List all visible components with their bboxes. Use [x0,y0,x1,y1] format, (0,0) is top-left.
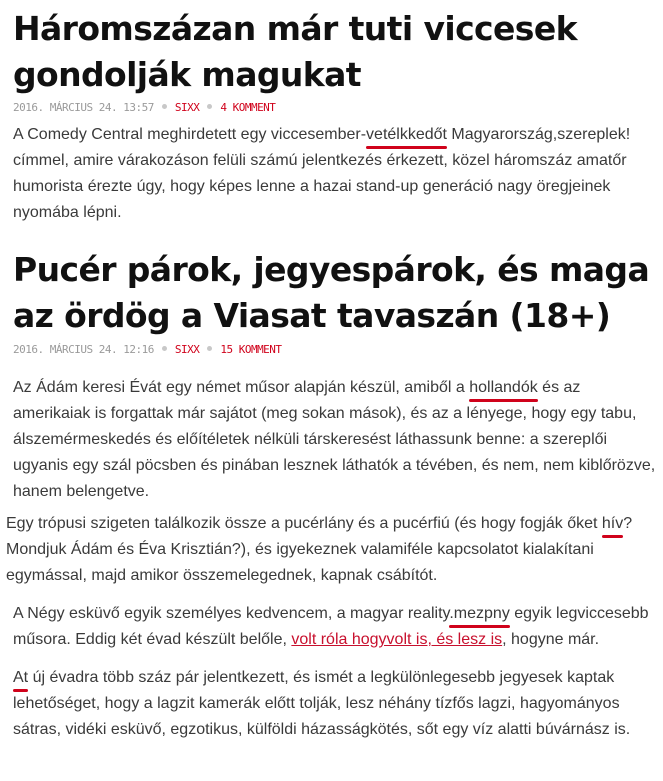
article-1-date: 2016. MÁRCIUS 24. 13:57 [13,101,154,114]
underlined-word: hív [601,515,624,532]
underlined-word: hollandók [469,379,538,396]
underlined-word: At [13,669,29,686]
article-1-meta [13,101,657,114]
article-2-comments-link[interactable]: 15 KOMMENT [220,343,282,356]
article-2-paragraph-1 [13,375,657,505]
text-segment: Magyarország,szereplek! címmel, amire várakozáson felüli számú jelentkezés érkezett, közel háromszáz amatőr humorista érezte úgy, hogy képes lenne a hazai stand-up generáció nagy öregjeinek nyomába lépni. [13,126,631,221]
article-1-author-link[interactable]: SIXX [174,101,200,114]
article-1-title[interactable]: Háromszázan már tuti viccesek gondolják magukat [13,9,577,94]
text-segment: új évadra több száz pár jelentkezett, és ismét a legkülönlegesebb jegyesek kaptak lehetőséget, hogy a lagzit kamerák előtt tolják, lesz néhány tízfős lagzi, hagyományos sátras, vidéki esküvő, egzotikus, külföldi házasságkötés, sőt egy víz alatti búvárnász is. [13,669,631,738]
text-segment: és az amerikaiak is forgattak már sajátot (meg sokan mások), és az a lényege, hogy egy tabu, álszemérmeskedés és előítéletek nélküli társkeresést láthassunk benne: a szereplői ugyanis egy szál pöcsben és pinában lesznek láthatók a tévében, és nem, nem kiblőrözve, hanem belengetve. [13,379,656,500]
article-1 [13,6,657,226]
meta-dot-icon [207,104,212,109]
article-2-date: 2016. MÁRCIUS 24. 12:16 [13,343,154,356]
article-1-paragraph-1 [13,122,657,226]
article-2-author-link[interactable]: SIXX [174,343,200,356]
article-2-paragraph-2 [6,511,657,589]
article-2 [6,247,657,743]
text-segment: ? Mondjuk Ádám és Éva Krisztián?), és igyekeznek valamiféle kapcsolatot kialakítani egymással, majd amikor összemelegednek, kapnak csábítót. [6,515,633,584]
text-segment: , hogyne már. [502,631,600,648]
article-2-meta [13,343,657,356]
article-2-title[interactable]: Pucér párok, jegyespárok, és maga az ördög a Viasat tavaszán (18+) [13,250,650,335]
article-2-paragraph-3 [13,601,657,653]
underlined-word: vetélkkedőt [366,126,447,143]
article-1-comments-link[interactable]: 4 KOMMENT [220,101,276,114]
text-segment: A Comedy Central meghirdetett egy viccesember- [13,126,367,143]
article-2-paragraph-4 [13,665,657,743]
text-segment: A Négy esküvő egyik személyes kedvencem, a magyar reality [13,605,450,622]
text-segment: egyik legviccesebb műsora. Eddig két évad készült belőle, [13,605,649,648]
meta-dot-icon [207,346,212,351]
article-2-inline-link[interactable]: volt róla hogyvolt is, és lesz is [291,631,503,648]
meta-dot-icon [162,104,167,109]
text-segment: Az Ádám keresi Évát egy német műsor alapján készül, amiből a [13,379,470,396]
meta-dot-icon [162,346,167,351]
text-segment: Egy trópusi szigeten találkozik össze a pucérlány és a pucérfiú (és hogy fogják őket [6,515,602,532]
underlined-word: .mezpny [449,605,510,622]
